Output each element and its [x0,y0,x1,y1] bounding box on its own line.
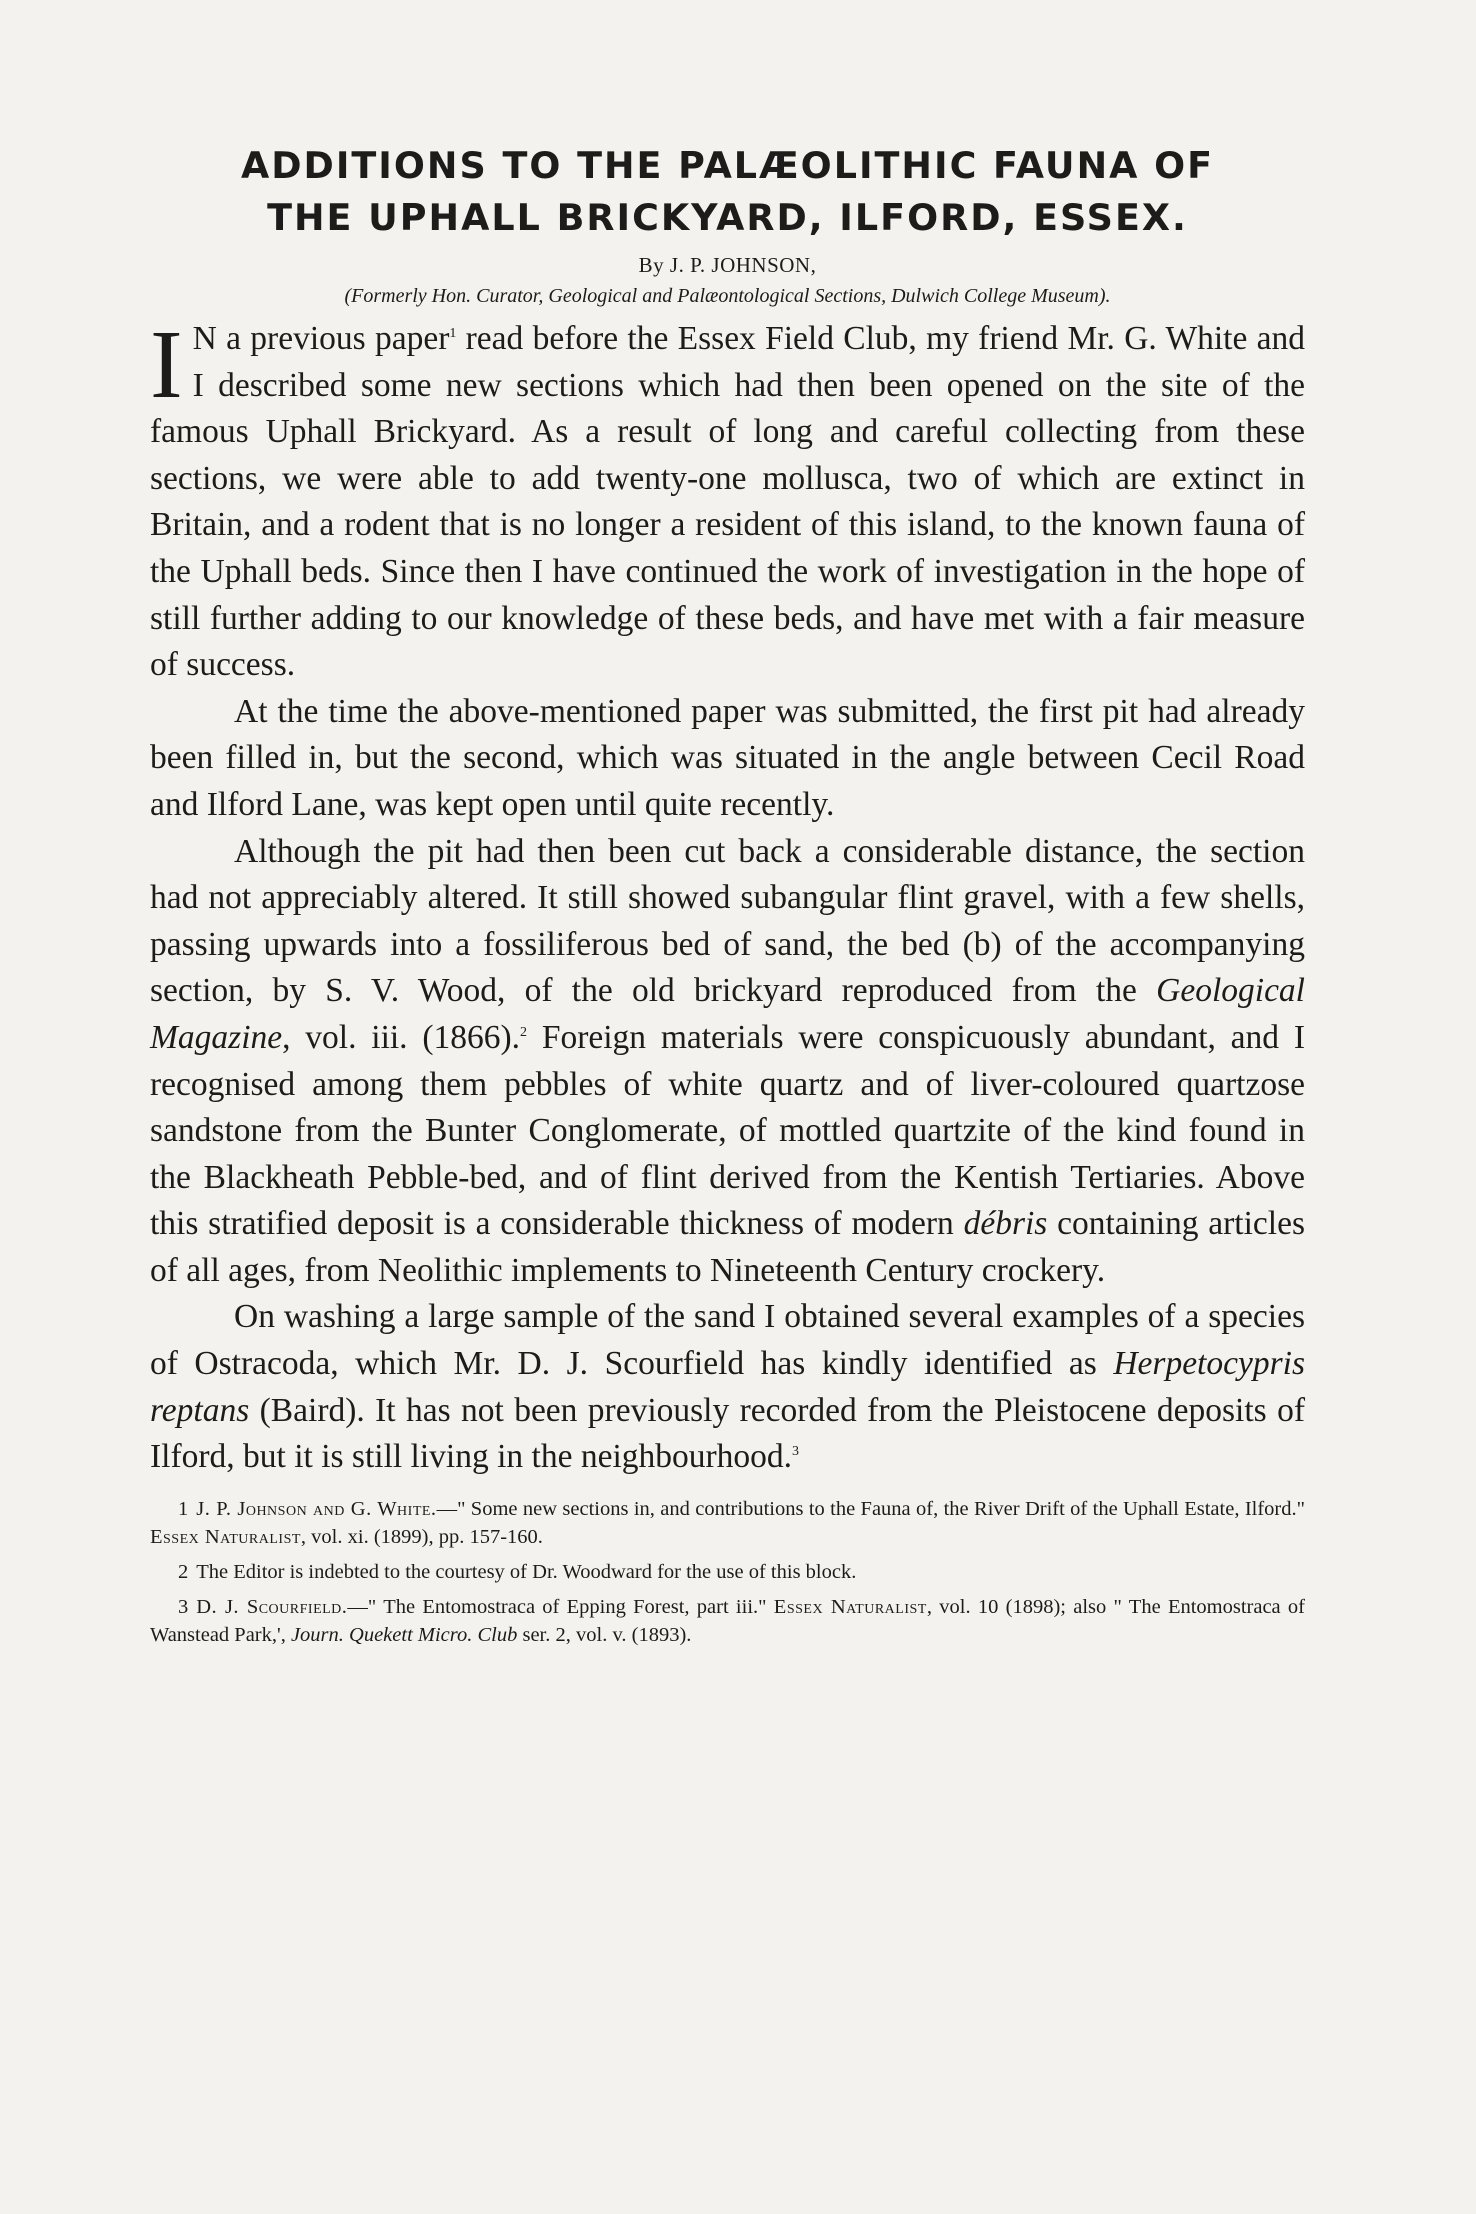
paragraph-3-text-c: Foreign materials were conspicuously abundant, and I recognised among them pebbles of white quartz and of liver-coloured quartzose sandstone from the Bunter Conglomerate, of mottled quartzite of the kind found in the Blackheath Pebble-bed, and of flint derived from the Kentish Tertiaries. Above this stratified deposit is a considerable thickness of modern [150,1018,1305,1243]
paragraph-2: At the time the above-mentioned paper was submitted, the first pit had already been filled in, but the second, which was situated in the angle between Cecil Road and Ilford Lane, was kept open until quite recently. [150,692,1305,823]
footnote-1-tail: , vol. xi. (1899), pp. 157-160. [300,1525,543,1548]
footnote-ref-2[interactable]: 2 [520,1024,528,1040]
footnote-1-journal: Essex Naturalist [150,1525,301,1548]
footnote-3-number: 3 [178,1595,189,1618]
article-page [150,140,1305,1656]
footnote-3-journal-2: Journ. Quekett Micro. Club [290,1623,518,1646]
paragraph-3-text-d: containing articles of all ages, from Neolithic implements to Nineteenth Century crockery. [150,1205,1305,1289]
journal-title-geological-magazine: Geological Magazine [150,972,1305,1056]
paragraph-4-text-b: (Baird). It has not been previously recorded from the Pleistocene deposits of Ilford, but it is still living in the neighbourhood. [150,1391,1305,1476]
title-line-2: THE UPHALL BRICKYARD, ILFORD, ESSEX. [267,196,1188,239]
footnotes [150,1495,1305,1649]
author-byline: By J. P. JOHNSON, [638,253,817,277]
footnote-3-authors: D. J. Scourfield. [196,1595,348,1618]
author-affiliation: (Formerly Hon. Curator, Geological and Palæontological Sections, Dulwich College Museum). [344,285,1111,307]
footnote-1-text: —" Some new sections in, and contributions to the Fauna of, the River Drift of the Uphall Estate, Ilford." [436,1497,1305,1520]
footnote-2-number: 2 [178,1560,189,1583]
species-name: Herpetocypris reptans [150,1345,1305,1429]
footnote-3-mid: , vol. 10 (1898); also " The Entomostraca of Wanstead Park,', [150,1595,1305,1646]
footnote-3-tail: ser. 2, vol. v. (1893). [517,1623,692,1646]
footnote-1 [150,1495,1305,1551]
footnote-ref-1[interactable]: 1 [449,325,457,341]
title-line-1: ADDITIONS TO THE PALÆOLITHIC FAUNA OF [240,144,1215,187]
footnote-ref-3[interactable]: 3 [792,1444,800,1460]
article-body [150,311,1305,1481]
footnote-3-text: —" The Entomostraca of Epping Forest, part iii." [347,1595,774,1618]
article-title [150,140,1305,244]
paragraph-4-text-a: On washing a large sample of the sand I obtained several examples of a species of Ostracoda, which Mr. D. J. Scourfield has kindly identified as [150,1298,1305,1383]
paragraph-3 [150,829,1305,1295]
paragraph-1-text-a: N a previous paper [192,320,450,357]
footnote-1-authors: J. P. Johnson and G. White. [196,1497,437,1520]
paragraph-3-text-a: Although the pit had then been cut back a considerable distance, the section had not appreciably altered. It still showed subangular flint gravel, with a few shells, passing upwards into a fossiliferous bed of sand, the bed (b) of the accompanying section, by S. V. Wood, of the old brickyard reproduced from the [150,832,1305,1010]
paragraph-1 [150,311,1305,689]
footnote-2 [150,1558,1305,1586]
footnote-3-journal: Essex Naturalist [773,1595,927,1618]
paragraph-1-text-b: read before the Essex Field Club, my friend Mr. G. White and I described some new sections which had then been opened on the site of the famous Uphall Brickyard. As a result of long and careful collecting from these sections, we were able to add twenty-one mollusca, two of which are extinct in Britain, and a rodent that is no longer a resident of this island, to the known fauna of the Uphall beds. Since then I have continued the work of investigation in the hope of still further adding to our knowledge of these beds, and have met with a fair measure of success. [150,320,1305,684]
drop-cap: I [150,311,183,419]
footnote-3 [150,1593,1305,1649]
footnote-1-number: 1 [178,1497,189,1520]
footnote-2-text: The Editor is indebted to the courtesy of Dr. Woodward for the use of this block. [196,1560,857,1583]
paragraph-3-text-b: , vol. iii. (1866). [282,1018,521,1056]
term-debris: débris [963,1205,1048,1243]
paragraph-4 [150,1294,1305,1480]
